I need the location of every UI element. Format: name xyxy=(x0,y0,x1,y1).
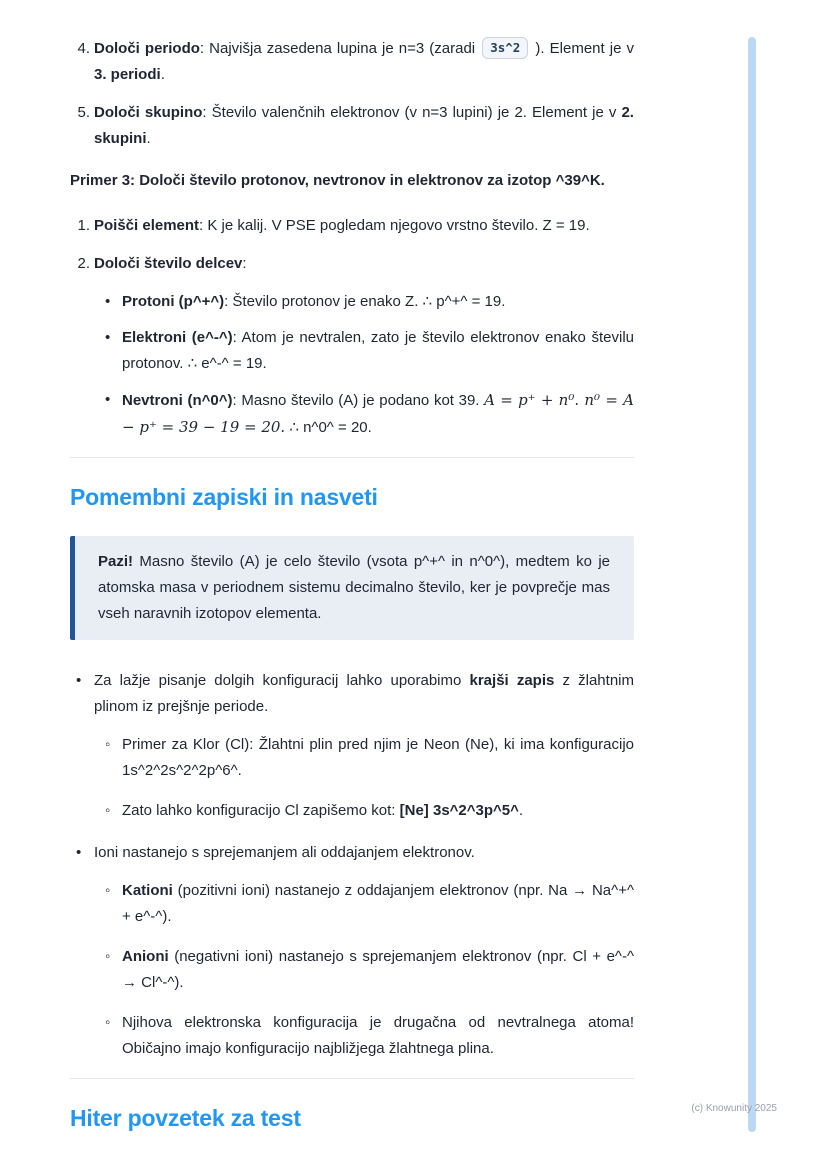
item-number: 1. xyxy=(77,217,90,234)
bullet-item-kationi xyxy=(70,878,634,930)
bullet-disc-icon: • xyxy=(105,329,111,346)
footer-copyright: (c) Knowunity 2025 xyxy=(691,1103,777,1114)
bullet-item-krajsi-zapis xyxy=(70,668,634,720)
section-heading-summary: Hiter povzetek za test xyxy=(70,1105,301,1131)
bullet-item-protoni xyxy=(70,289,634,315)
bullet-text: Anioni (negativni ioni) nastanejo s sprejemanjem elektronov (npr. Cl + e^-^ → Cl^-^). xyxy=(122,948,634,991)
bullet-text: Njihova elektronska konfiguracija je drugačna od nevtralnega atoma! Običajno imajo konfiguracijo najbližjega žlahtnega plina. xyxy=(122,1014,634,1057)
bullet-item-ioni xyxy=(70,840,634,866)
item-number: 5. xyxy=(77,104,90,121)
bullet-circle-icon: ◦ xyxy=(105,1014,111,1031)
section-heading-notes: Pomembni zapiski in nasveti xyxy=(70,484,378,510)
bullet-text: Elektroni (e^-^): Atom je nevtralen, zato je število elektronov enako številu protonov. ∴ e^-^ = 19. xyxy=(122,329,634,372)
example-heading: Primer 3: Določi število protonov, nevtronov in elektronov za izotop ^39^K. xyxy=(70,172,605,189)
bullet-disc-icon: • xyxy=(76,672,82,689)
document-content xyxy=(70,36,634,1133)
bullet-circle-icon: ◦ xyxy=(105,882,111,899)
item-text: Določi skupino: Število valenčnih elektronov (v n=3 lupini) je 2. Element je v 2. skupini. xyxy=(94,104,634,147)
bullet-item-elektroni xyxy=(70,325,634,377)
callout-warning xyxy=(70,536,634,640)
numbered-item-1 xyxy=(70,213,634,239)
numbered-item-2 xyxy=(70,251,634,277)
bullet-item-ne-zapis xyxy=(70,798,634,824)
callout-text: Pazi! Masno število (A) je celo število (vsota p^+^ in n^0^), medtem ko je atomska masa v periodnem sistemu decimalno število, ker je povprečje mas vseh naravnih izotopov elementa. xyxy=(98,553,610,622)
bullet-item-primer-klor xyxy=(70,732,634,784)
bullet-item-konfiguracija-ionov xyxy=(70,1010,634,1062)
bullet-circle-icon: ◦ xyxy=(105,948,111,965)
section-divider xyxy=(70,457,634,458)
bullet-text: Zato lahko konfiguracijo Cl zapišemo kot: [Ne] 3s^2^3p^5^. xyxy=(122,802,524,819)
bullet-text: Primer za Klor (Cl): Žlahtni plin pred njim je Neon (Ne), ki ima konfiguracijo 1s^2^2s^2^2p^6^. xyxy=(122,736,634,779)
bullet-disc-icon: • xyxy=(76,844,82,861)
numbered-item-4 xyxy=(70,36,634,88)
scrollbar-thumb[interactable] xyxy=(748,37,756,1132)
item-text: Poišči element: K je kalij. V PSE pogledam njegovo vrstno število. Z = 19. xyxy=(94,217,590,234)
bullet-text: Nevtroni (n^0^): Masno število (A) je podano kot 39. A = p⁺ + n⁰. n⁰ = A − p⁺ = 39 − 19 = 20. ∴ n^0^ = 20. xyxy=(122,391,634,436)
section-divider xyxy=(70,1078,634,1079)
bullet-text: Protoni (p^+^): Število protonov je enako Z. ∴ p^+^ = 19. xyxy=(122,293,506,310)
numbered-item-5 xyxy=(70,100,634,152)
bullet-item-nevtroni xyxy=(70,387,634,441)
bullet-circle-icon: ◦ xyxy=(105,736,111,753)
particles-sublist xyxy=(70,289,634,441)
item-number: 4. xyxy=(77,40,90,57)
bullet-text: Kationi (pozitivni ioni) nastanejo z oddajanjem elektronov (npr. Na → Na^+^ + e^-^). xyxy=(122,882,634,925)
item-number: 2. xyxy=(77,255,90,272)
bullet-disc-icon: • xyxy=(105,391,111,408)
bullet-disc-icon: • xyxy=(105,293,111,310)
bullet-text: Ioni nastanejo s sprejemanjem ali oddajanjem elektronov. xyxy=(94,844,475,861)
item-text: Določi periodo: Najvišja zasedena lupina je n=3 (zaradi 3s^2 ). Element je v 3. periodi. xyxy=(94,36,634,88)
bullet-item-anioni xyxy=(70,944,634,996)
item-text: Določi število delcev: xyxy=(94,255,247,272)
bullet-circle-icon: ◦ xyxy=(105,802,111,819)
bullet-text: Za lažje pisanje dolgih konfiguracij lahko uporabimo krajši zapis z žlahtnim plinom iz prejšnje periode. xyxy=(94,672,634,715)
